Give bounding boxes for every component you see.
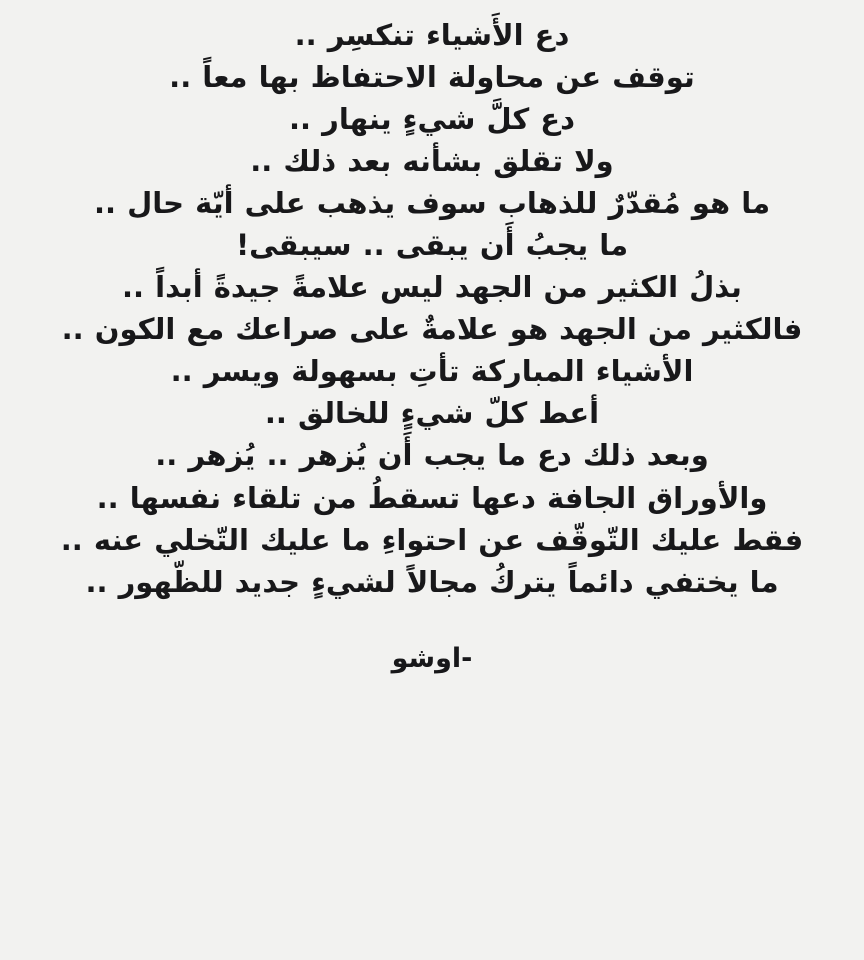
quote-line: وبعد ذلك دع ما يجب أَن يُزهر .. يُزهر ..: [155, 438, 709, 473]
quote-line: توقف عن محاولة الاحتفاظ بها معاً ..: [169, 60, 695, 95]
quote-line: ما يختفي دائماً يتركُ مجالاً لشيءٍ جديد للظّهور ..: [85, 564, 779, 599]
quote-text-block: [26, 14, 838, 603]
quote-line: ولا تقلق بشأنه بعد ذلك ..: [250, 144, 614, 179]
quote-line: ما هو مُقدّرٌ للذهاب سوف يذهب على أيّة حال ..: [93, 186, 771, 221]
quote-attribution: -اوشو: [391, 642, 473, 674]
quote-line: دع كلَّ شيءٍ ينهار ..: [289, 102, 575, 137]
quote-line: والأوراق الجافة دعها تسقطُ من تلقاء نفسها ..: [96, 480, 768, 515]
quote-line: بذلُ الكثير من الجهد ليس علامةً جيدةً أبداً ..: [122, 270, 742, 305]
quote-line: فالكثير من الجهد هو علامةٌ على صراعك مع الكون ..: [61, 312, 803, 347]
quote-line: دع الأَشياء تنكسِر ..: [294, 18, 570, 52]
quote-line: الأشياء المباركة تأتِ بسهولة ويسر ..: [170, 354, 694, 389]
quote-line: ما يجبُ أَن يبقى .. سيبقى!: [235, 228, 629, 263]
quote-line: فقط عليك التّوقّف عن احتواءِ ما عليك التّخلي عنه ..: [60, 522, 804, 557]
quote-line: أعط كلّ شيءٍ للخالق ..: [264, 396, 600, 431]
